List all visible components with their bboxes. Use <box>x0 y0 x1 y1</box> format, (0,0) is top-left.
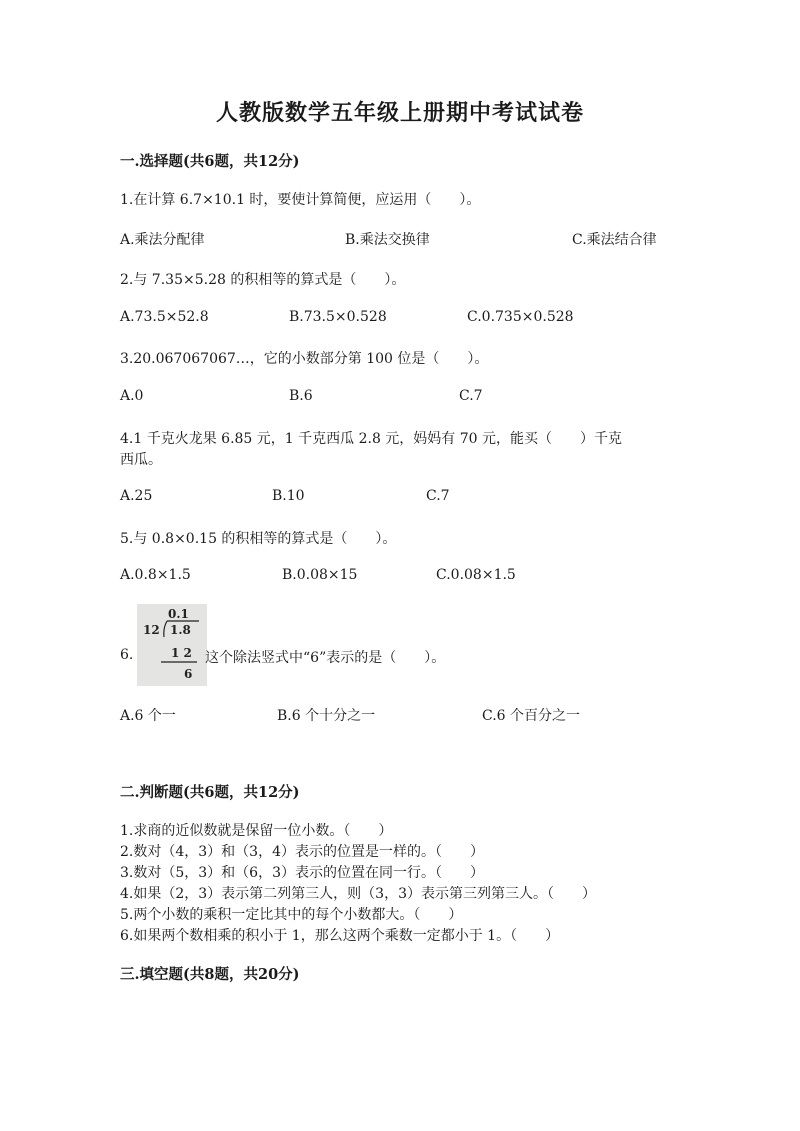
q5-option-b: B.0.08×15 <box>282 567 358 583</box>
q6-option-b: B.6 个十分之一 <box>277 708 376 724</box>
page-title: 人教版数学五年级上册期中考试试卷 <box>215 100 584 126</box>
q3-option-b: B.6 <box>289 388 313 404</box>
question-5: 5.与 0.8×0.15 的积相等的算式是（ ）。 <box>120 531 397 547</box>
question-4-line-1: 4.1 千克火龙果 6.85 元，1 千克西瓜 2.8 元，妈妈有 70 元，能买（ ）千克 <box>120 431 623 447</box>
judgment-item-6: 6.如果两个数相乘的积小于 1，那么这两个乘数一定都小于 1。（ ） <box>120 928 560 944</box>
judgment-item-2: 2.数对（4，3）和（3，4）表示的位置是一样的。（ ） <box>120 844 484 860</box>
q5-option-c: C.0.08×1.5 <box>436 567 516 583</box>
q6-option-c: C.6 个百分之一 <box>482 708 581 724</box>
judgment-item-4: 4.如果（2，3）表示第二列第三人，则（3，3）表示第三列第三人。（ ） <box>120 886 596 902</box>
division-subtract: 1 2 <box>171 646 192 660</box>
q2-option-c: C.0.735×0.528 <box>467 309 574 325</box>
q4-option-c: C.7 <box>426 488 450 504</box>
division-divisor: 12 <box>143 623 160 637</box>
division-dividend: 1.8 <box>170 623 191 637</box>
judgment-item-5: 5.两个小数的乘积一定比其中的每个小数都大。（ ） <box>120 907 463 923</box>
section-heading-choice: 一.选择题(共6题，共12分) <box>120 153 300 170</box>
division-quotient: 0.1 <box>168 607 189 621</box>
division-remainder: 6 <box>184 667 193 681</box>
question-4-line-2: 西瓜。 <box>120 452 162 468</box>
q6-option-a: A.6 个一 <box>120 708 176 724</box>
q4-option-a: A.25 <box>120 488 153 504</box>
question-2: 2.与 7.35×5.28 的积相等的算式是（ ）。 <box>120 272 406 288</box>
judgment-item-3: 3.数对（5，3）和（6，3）表示的位置在同一行。（ ） <box>120 865 484 881</box>
q2-option-b: B.73.5×0.528 <box>289 309 387 325</box>
question-6-number: 6. <box>120 647 134 663</box>
q1-option-b: B.乘法交换律 <box>345 232 430 248</box>
q3-option-c: C.7 <box>459 388 483 404</box>
section-heading-judgment: 二.判断题(共6题，共12分) <box>120 784 300 801</box>
long-division-figure <box>137 604 207 686</box>
question-3: 3.20.067067067…，它的小数部分第 100 位是（ ）。 <box>120 351 489 367</box>
question-6: 这个除法竖式中“6”表示的是（ ）。 <box>205 650 446 666</box>
question-1: 1.在计算 6.7×10.1 时，要使计算简便，应运用（ ）。 <box>120 192 481 208</box>
q1-option-a: A.乘法分配律 <box>120 232 205 248</box>
q3-option-a: A.0 <box>120 388 144 404</box>
q5-option-a: A.0.8×1.5 <box>120 567 191 583</box>
judgment-item-1: 1.求商的近似数就是保留一位小数。（ ） <box>120 823 393 839</box>
q4-option-b: B.10 <box>272 488 305 504</box>
q1-option-c: C.乘法结合律 <box>572 232 657 248</box>
q2-option-a: A.73.5×52.8 <box>120 309 209 325</box>
section-heading-fill-in: 三.填空题(共8题，共20分) <box>120 966 300 983</box>
